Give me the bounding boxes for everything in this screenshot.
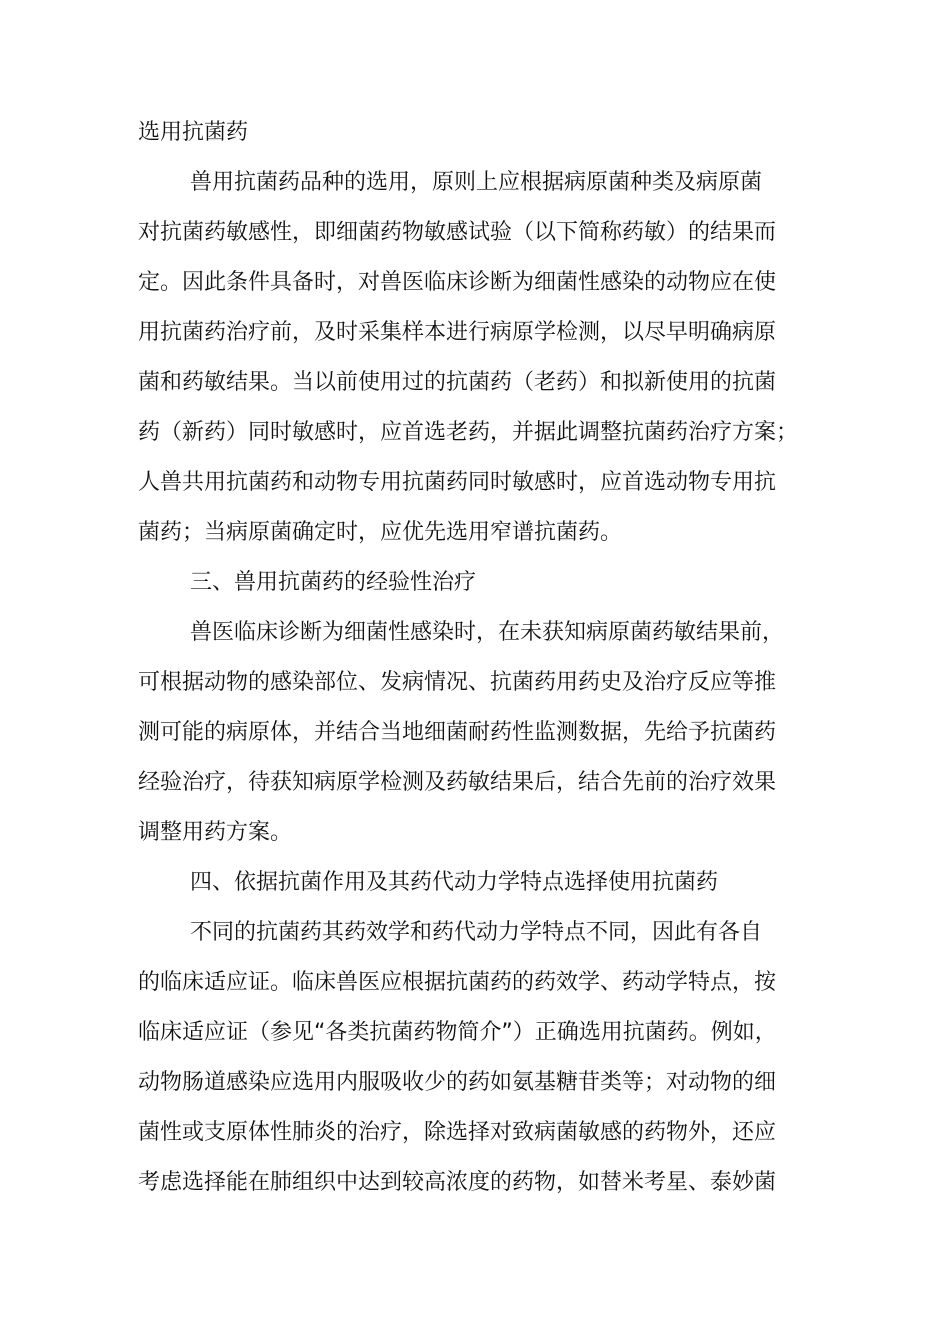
document-page: 选用抗菌药 兽用抗菌药品种的选用，原则上应根据病原菌种类及病原菌 对抗菌药敏感性，即细菌药物敏感试验（以下简称药敏）的结果而 定。因此条件具备时，对兽医临床诊断为细菌性感染的动物应在使 用抗菌药治疗前，及时采集样本进行病原学检测，以尽早明确病原 菌和药敏结果。当以前使用过的抗菌药（老药）和拟新使用的抗菌 药（新药）同时敏感时，应首选老药，并据此调整抗菌药治疗方案； 人兽共用抗菌药和动物专用抗菌药同时敏感时，应首选动物专用抗 菌药；当病原菌确定时，应优先选用窄谱抗菌药。 三、兽用抗菌药的经验性治疗 兽医临床诊断为细菌性感染时，在未获知病原菌药敏结果前， 可根据动物的感染部位、发病情况、抗菌药用药史及治疗反应等推 测可能的病原体，并结合当地细菌耐药性监测数据，先给予抗菌药 经验治疗，待获知病原学检测及药敏结果后，结合先前的治疗效果 调整用药方案。 四、依据抗菌作用及其药代动力学特点选择使用抗菌药 不同的抗菌药其药效学和药代动力学特点不同，因此有各自 的临床适应证。临床兽医应根据抗菌药的药效学、药动学特点，按 临床适应证（参见“各类抗菌药物简介”）正确选用抗菌药。例如， 动物肠道感染应选用内服吸收少的药如氨基糖苷类等；对动物的细 菌性或支原体性肺炎的治疗，除选择对致病菌敏感的药物外，还应 考虑选择能在肺组织中达到较高浓度的药物，如替米考星、泰妙菌: [138, 120, 799, 1195]
